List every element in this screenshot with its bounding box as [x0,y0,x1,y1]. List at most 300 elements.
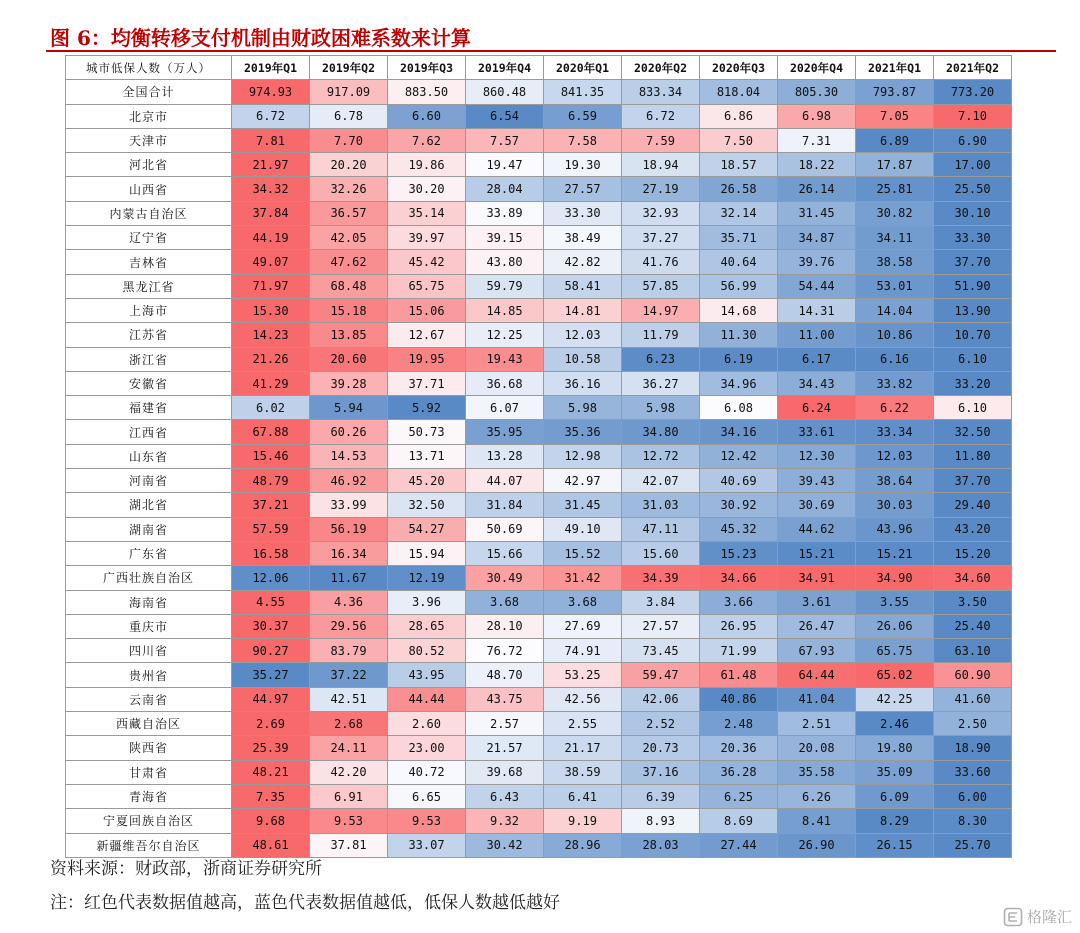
data-cell: 15.52 [544,541,622,565]
data-cell: 39.76 [778,250,856,274]
data-cell: 14.31 [778,298,856,322]
data-cell: 6.39 [622,784,700,808]
data-cell: 6.26 [778,784,856,808]
data-cell: 38.58 [856,250,934,274]
data-cell: 8.69 [700,809,778,833]
data-cell: 3.68 [544,590,622,614]
data-cell: 18.90 [934,736,1012,760]
data-cell: 9.19 [544,809,622,833]
data-cell: 3.55 [856,590,934,614]
data-cell: 28.10 [466,614,544,638]
data-cell: 44.97 [232,687,310,711]
data-cell: 37.71 [388,371,466,395]
data-cell: 4.36 [310,590,388,614]
data-cell: 20.60 [310,347,388,371]
data-cell: 6.19 [700,347,778,371]
data-cell: 6.65 [388,784,466,808]
data-cell: 6.10 [934,347,1012,371]
data-cell: 58.41 [544,274,622,298]
data-cell: 41.29 [232,371,310,395]
data-cell: 9.53 [310,809,388,833]
data-cell: 34.43 [778,371,856,395]
region-name: 新疆维吾尔自治区 [66,833,232,857]
data-cell: 45.32 [700,517,778,541]
data-cell: 42.56 [544,687,622,711]
data-cell: 12.67 [388,323,466,347]
region-name: 北京市 [66,104,232,128]
data-cell: 40.86 [700,687,778,711]
data-cell: 2.48 [700,712,778,736]
data-cell: 2.68 [310,712,388,736]
data-cell: 17.87 [856,153,934,177]
data-cell: 42.20 [310,760,388,784]
data-cell: 15.21 [778,541,856,565]
data-cell: 6.00 [934,784,1012,808]
data-cell: 49.10 [544,517,622,541]
data-cell: 71.99 [700,639,778,663]
data-cell: 34.32 [232,177,310,201]
data-cell: 773.20 [934,80,1012,104]
data-cell: 21.17 [544,736,622,760]
table-row [66,226,1012,250]
data-cell: 37.84 [232,201,310,225]
data-cell: 6.41 [544,784,622,808]
data-cell: 39.43 [778,469,856,493]
data-cell: 27.44 [700,833,778,857]
data-cell: 64.44 [778,663,856,687]
data-cell: 2.55 [544,712,622,736]
data-cell: 14.23 [232,323,310,347]
region-name: 云南省 [66,687,232,711]
data-cell: 6.22 [856,396,934,420]
data-cell: 6.24 [778,396,856,420]
data-cell: 42.82 [544,250,622,274]
data-cell: 805.30 [778,80,856,104]
data-cell: 34.90 [856,566,934,590]
data-cell: 18.22 [778,153,856,177]
data-cell: 15.46 [232,444,310,468]
data-cell: 14.53 [310,444,388,468]
data-cell: 833.34 [622,80,700,104]
data-cell: 53.01 [856,274,934,298]
data-cell: 44.44 [388,687,466,711]
data-cell: 65.75 [856,639,934,663]
data-cell: 6.10 [934,396,1012,420]
data-cell: 2.69 [232,712,310,736]
data-cell: 42.97 [544,469,622,493]
data-cell: 33.30 [934,226,1012,250]
data-cell: 7.58 [544,128,622,152]
table-row [66,663,1012,687]
data-cell: 31.45 [778,201,856,225]
table-row [66,736,1012,760]
data-cell: 50.69 [466,517,544,541]
data-cell: 24.11 [310,736,388,760]
table-row [66,712,1012,736]
table-row [66,469,1012,493]
data-cell: 31.42 [544,566,622,590]
data-cell: 6.54 [466,104,544,128]
data-cell: 51.90 [934,274,1012,298]
data-cell: 38.64 [856,469,934,493]
data-cell: 3.61 [778,590,856,614]
data-cell: 16.34 [310,541,388,565]
data-cell: 29.40 [934,493,1012,517]
column-header: 2021年Q1 [856,56,934,80]
data-cell: 2.50 [934,712,1012,736]
data-cell: 9.32 [466,809,544,833]
heatmap-table [65,55,1012,858]
data-cell: 36.68 [466,371,544,395]
data-cell: 19.30 [544,153,622,177]
data-cell: 12.72 [622,444,700,468]
data-cell: 67.93 [778,639,856,663]
data-cell: 19.80 [856,736,934,760]
table-row [66,80,1012,104]
data-cell: 33.82 [856,371,934,395]
data-cell: 20.20 [310,153,388,177]
data-cell: 7.10 [934,104,1012,128]
table-row [66,420,1012,444]
data-cell: 6.72 [622,104,700,128]
data-cell: 60.90 [934,663,1012,687]
data-cell: 25.81 [856,177,934,201]
data-cell: 31.84 [466,493,544,517]
data-cell: 12.42 [700,444,778,468]
region-name: 河南省 [66,469,232,493]
data-cell: 35.95 [466,420,544,444]
data-cell: 10.86 [856,323,934,347]
data-cell: 12.30 [778,444,856,468]
data-cell: 41.60 [934,687,1012,711]
data-cell: 15.66 [466,541,544,565]
data-cell: 48.79 [232,469,310,493]
data-cell: 47.62 [310,250,388,274]
data-cell: 40.69 [700,469,778,493]
column-header: 2020年Q1 [544,56,622,80]
data-cell: 33.30 [544,201,622,225]
data-cell: 3.68 [466,590,544,614]
data-cell: 76.72 [466,639,544,663]
table-row [66,128,1012,152]
data-cell: 19.47 [466,153,544,177]
region-name: 湖南省 [66,517,232,541]
data-cell: 42.25 [856,687,934,711]
data-cell: 6.72 [232,104,310,128]
data-cell: 2.46 [856,712,934,736]
data-cell: 33.20 [934,371,1012,395]
data-cell: 43.95 [388,663,466,687]
data-cell: 33.89 [466,201,544,225]
data-cell: 20.36 [700,736,778,760]
data-cell: 40.64 [700,250,778,274]
data-cell: 65.75 [388,274,466,298]
data-cell: 54.44 [778,274,856,298]
column-header: 2019年Q1 [232,56,310,80]
table-row [66,104,1012,128]
region-name: 西藏自治区 [66,712,232,736]
data-cell: 3.66 [700,590,778,614]
data-cell: 37.27 [622,226,700,250]
data-cell: 2.60 [388,712,466,736]
data-cell: 37.21 [232,493,310,517]
title-underline [46,50,1056,52]
data-cell: 71.97 [232,274,310,298]
data-cell: 57.59 [232,517,310,541]
data-cell: 30.20 [388,177,466,201]
data-cell: 18.94 [622,153,700,177]
data-cell: 6.25 [700,784,778,808]
data-cell: 7.50 [700,128,778,152]
data-cell: 8.93 [622,809,700,833]
region-name: 海南省 [66,590,232,614]
data-cell: 6.23 [622,347,700,371]
data-cell: 35.71 [700,226,778,250]
data-cell: 6.17 [778,347,856,371]
data-cell: 6.60 [388,104,466,128]
data-cell: 2.51 [778,712,856,736]
data-cell: 13.85 [310,323,388,347]
column-header: 2019年Q4 [466,56,544,80]
data-cell: 37.70 [934,469,1012,493]
data-cell: 34.96 [700,371,778,395]
data-cell: 47.11 [622,517,700,541]
data-cell: 793.87 [856,80,934,104]
table-row [66,298,1012,322]
data-cell: 33.99 [310,493,388,517]
region-name: 河北省 [66,153,232,177]
data-cell: 8.30 [934,809,1012,833]
data-cell: 5.98 [544,396,622,420]
data-cell: 34.80 [622,420,700,444]
data-cell: 6.09 [856,784,934,808]
data-cell: 6.91 [310,784,388,808]
data-cell: 49.07 [232,250,310,274]
data-cell: 43.75 [466,687,544,711]
table-row [66,347,1012,371]
region-name: 吉林省 [66,250,232,274]
data-cell: 28.04 [466,177,544,201]
data-cell: 32.93 [622,201,700,225]
data-cell: 26.90 [778,833,856,857]
data-cell: 6.78 [310,104,388,128]
data-cell: 41.76 [622,250,700,274]
data-cell: 37.81 [310,833,388,857]
data-cell: 15.06 [388,298,466,322]
data-cell: 32.50 [934,420,1012,444]
data-cell: 6.02 [232,396,310,420]
data-cell: 13.28 [466,444,544,468]
data-cell: 90.27 [232,639,310,663]
region-name: 安徽省 [66,371,232,395]
data-cell: 6.90 [934,128,1012,152]
data-cell: 15.20 [934,541,1012,565]
data-cell: 33.34 [856,420,934,444]
data-cell: 11.67 [310,566,388,590]
data-cell: 14.68 [700,298,778,322]
region-name: 甘肃省 [66,760,232,784]
data-cell: 30.03 [856,493,934,517]
table-row [66,153,1012,177]
table-row [66,396,1012,420]
data-cell: 33.61 [778,420,856,444]
data-cell: 57.85 [622,274,700,298]
data-cell: 34.39 [622,566,700,590]
data-cell: 818.04 [700,80,778,104]
data-cell: 12.03 [544,323,622,347]
data-cell: 28.65 [388,614,466,638]
data-cell: 25.50 [934,177,1012,201]
table-row [66,566,1012,590]
data-cell: 25.39 [232,736,310,760]
data-cell: 56.19 [310,517,388,541]
column-header: 2019年Q2 [310,56,388,80]
data-cell: 26.14 [778,177,856,201]
data-cell: 21.26 [232,347,310,371]
data-cell: 42.06 [622,687,700,711]
header-row [66,56,1012,80]
region-name: 江苏省 [66,323,232,347]
data-cell: 34.87 [778,226,856,250]
data-cell: 43.20 [934,517,1012,541]
data-cell: 11.00 [778,323,856,347]
data-cell: 30.37 [232,614,310,638]
data-cell: 17.00 [934,153,1012,177]
data-cell: 30.69 [778,493,856,517]
data-cell: 32.50 [388,493,466,517]
data-cell: 3.50 [934,590,1012,614]
table-row [66,444,1012,468]
data-cell: 39.97 [388,226,466,250]
data-cell: 15.21 [856,541,934,565]
data-cell: 44.62 [778,517,856,541]
data-cell: 30.10 [934,201,1012,225]
data-cell: 67.88 [232,420,310,444]
data-cell: 6.43 [466,784,544,808]
table-row [66,250,1012,274]
table-row [66,760,1012,784]
data-cell: 29.56 [310,614,388,638]
data-cell: 20.73 [622,736,700,760]
data-cell: 45.20 [388,469,466,493]
data-cell: 18.57 [700,153,778,177]
source-note: 资料来源：财政部，浙商证券研究所 [50,859,322,879]
data-cell: 7.62 [388,128,466,152]
data-cell: 27.57 [544,177,622,201]
region-name: 山西省 [66,177,232,201]
data-cell: 11.79 [622,323,700,347]
data-cell: 12.03 [856,444,934,468]
data-cell: 42.51 [310,687,388,711]
data-cell: 26.95 [700,614,778,638]
data-cell: 10.58 [544,347,622,371]
data-cell: 26.58 [700,177,778,201]
data-cell: 45.42 [388,250,466,274]
data-cell: 27.69 [544,614,622,638]
data-cell: 26.15 [856,833,934,857]
data-cell: 883.50 [388,80,466,104]
data-cell: 7.05 [856,104,934,128]
data-cell: 11.30 [700,323,778,347]
data-cell: 38.59 [544,760,622,784]
data-cell: 63.10 [934,639,1012,663]
data-cell: 5.94 [310,396,388,420]
data-cell: 9.68 [232,809,310,833]
data-cell: 30.49 [466,566,544,590]
data-cell: 7.70 [310,128,388,152]
data-cell: 34.60 [934,566,1012,590]
table-row [66,274,1012,298]
data-cell: 37.70 [934,250,1012,274]
region-name: 浙江省 [66,347,232,371]
data-cell: 36.57 [310,201,388,225]
data-cell: 5.92 [388,396,466,420]
data-cell: 31.45 [544,493,622,517]
table-row [66,201,1012,225]
data-cell: 34.11 [856,226,934,250]
watermark-text: 格隆汇 [1026,908,1072,926]
data-cell: 33.07 [388,833,466,857]
data-cell: 860.48 [466,80,544,104]
table-row [66,177,1012,201]
data-cell: 39.68 [466,760,544,784]
data-cell: 14.97 [622,298,700,322]
data-cell: 14.85 [466,298,544,322]
data-cell: 30.82 [856,201,934,225]
region-name: 辽宁省 [66,226,232,250]
data-cell: 35.36 [544,420,622,444]
region-name: 内蒙古自治区 [66,201,232,225]
data-cell: 26.06 [856,614,934,638]
data-cell: 3.96 [388,590,466,614]
data-cell: 43.96 [856,517,934,541]
data-cell: 6.98 [778,104,856,128]
table-row [66,614,1012,638]
data-cell: 19.95 [388,347,466,371]
data-cell: 27.57 [622,614,700,638]
data-cell: 65.02 [856,663,934,687]
data-cell: 7.31 [778,128,856,152]
table-row [66,517,1012,541]
data-cell: 7.57 [466,128,544,152]
data-cell: 11.80 [934,444,1012,468]
data-cell: 21.97 [232,153,310,177]
data-cell: 39.15 [466,226,544,250]
region-name: 天津市 [66,128,232,152]
data-cell: 39.28 [310,371,388,395]
data-cell: 13.71 [388,444,466,468]
data-cell: 12.25 [466,323,544,347]
watermark [1003,906,1072,927]
table-row [66,809,1012,833]
region-name: 福建省 [66,396,232,420]
data-cell: 42.05 [310,226,388,250]
region-name: 山东省 [66,444,232,468]
data-cell: 9.53 [388,809,466,833]
data-cell: 4.55 [232,590,310,614]
footnote: 注：红色代表数据值越高，蓝色代表数据值越低，低保人数越低越好 [50,893,560,913]
data-cell: 8.29 [856,809,934,833]
data-cell: 917.09 [310,80,388,104]
data-cell: 14.81 [544,298,622,322]
data-cell: 6.07 [466,396,544,420]
region-name: 广东省 [66,541,232,565]
data-cell: 27.19 [622,177,700,201]
data-cell: 15.18 [310,298,388,322]
data-cell: 41.04 [778,687,856,711]
data-cell: 34.16 [700,420,778,444]
table-row [66,371,1012,395]
